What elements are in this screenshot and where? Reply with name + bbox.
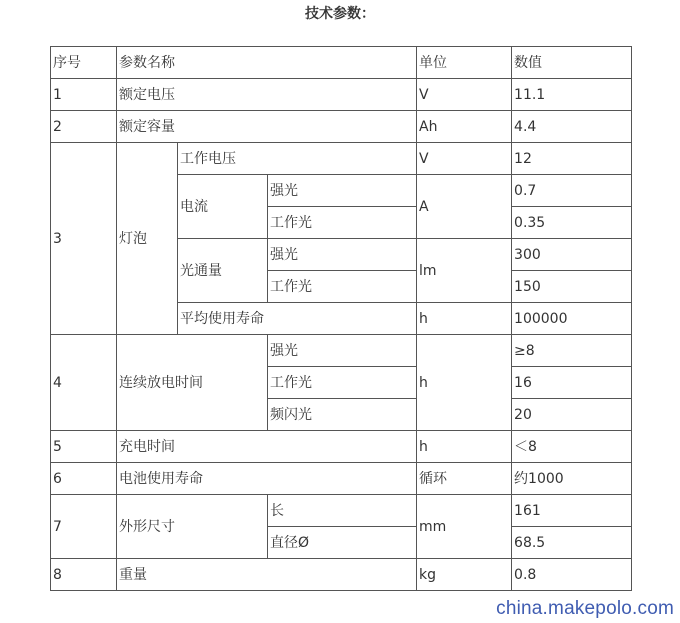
param-name: 电池使用寿命 xyxy=(117,463,417,495)
table-row xyxy=(51,79,632,111)
param-unit: mm xyxy=(417,495,512,559)
param-value: 20 xyxy=(512,399,632,431)
param-unit: V xyxy=(417,143,512,175)
param-value: 68.5 xyxy=(512,527,632,559)
mode-name: 长 xyxy=(268,495,417,527)
row-no: 6 xyxy=(51,463,117,495)
param-value: 0.35 xyxy=(512,207,632,239)
param-value: 161 xyxy=(512,495,632,527)
sub-param-name: 工作电压 xyxy=(178,143,417,175)
row-no: 3 xyxy=(51,143,117,335)
param-name: 外形尺寸 xyxy=(117,495,268,559)
param-value: 11.1 xyxy=(512,79,632,111)
param-value: ≥8 xyxy=(512,335,632,367)
sub-param-name: 光通量 xyxy=(178,239,268,303)
mode-name: 强光 xyxy=(268,175,417,207)
row-no: 1 xyxy=(51,79,117,111)
param-value: ＜8 xyxy=(512,431,632,463)
row-no: 2 xyxy=(51,111,117,143)
row-no: 8 xyxy=(51,559,117,591)
mode-name: 强光 xyxy=(268,239,417,271)
table-row xyxy=(51,143,632,175)
param-value: 0.8 xyxy=(512,559,632,591)
sub-param-name: 电流 xyxy=(178,175,268,239)
row-no: 4 xyxy=(51,335,117,431)
table-row xyxy=(51,559,632,591)
mode-name: 工作光 xyxy=(268,207,417,239)
mode-name: 强光 xyxy=(268,335,417,367)
mode-name: 频闪光 xyxy=(268,399,417,431)
param-unit: A xyxy=(417,175,512,239)
param-value: 约1000 xyxy=(512,463,632,495)
spec-table xyxy=(50,46,632,591)
param-value: 300 xyxy=(512,239,632,271)
row-no: 5 xyxy=(51,431,117,463)
table-row xyxy=(51,463,632,495)
sub-param-name: 平均使用寿命 xyxy=(178,303,417,335)
param-name: 额定容量 xyxy=(117,111,417,143)
table-row xyxy=(51,335,632,367)
mode-name: 工作光 xyxy=(268,271,417,303)
row-no: 7 xyxy=(51,495,117,559)
param-unit: h xyxy=(417,303,512,335)
param-unit: V xyxy=(417,79,512,111)
header-no: 序号 xyxy=(51,47,117,79)
param-unit: lm xyxy=(417,239,512,303)
table-row xyxy=(51,111,632,143)
watermark: china.makepolo.com xyxy=(496,598,674,619)
header-name: 参数名称 xyxy=(117,47,417,79)
page-title: 技术参数： xyxy=(305,6,375,22)
param-name: 充电时间 xyxy=(117,431,417,463)
table-row xyxy=(51,495,632,527)
param-name: 重量 xyxy=(117,559,417,591)
table-row xyxy=(51,431,632,463)
param-unit: h xyxy=(417,431,512,463)
header-unit: 单位 xyxy=(417,47,512,79)
param-value: 16 xyxy=(512,367,632,399)
param-value: 4.4 xyxy=(512,111,632,143)
param-value: 100000 xyxy=(512,303,632,335)
param-name: 灯泡 xyxy=(117,143,178,335)
param-value: 0.7 xyxy=(512,175,632,207)
table-header-row xyxy=(51,47,632,79)
param-unit: 循环 xyxy=(417,463,512,495)
param-value: 150 xyxy=(512,271,632,303)
param-unit: kg xyxy=(417,559,512,591)
param-unit: h xyxy=(417,335,512,431)
mode-name: 直径Ø xyxy=(268,527,417,559)
mode-name: 工作光 xyxy=(268,367,417,399)
param-value: 12 xyxy=(512,143,632,175)
header-value: 数值 xyxy=(512,47,632,79)
param-name: 额定电压 xyxy=(117,79,417,111)
param-unit: Ah xyxy=(417,111,512,143)
param-name: 连续放电时间 xyxy=(117,335,268,431)
